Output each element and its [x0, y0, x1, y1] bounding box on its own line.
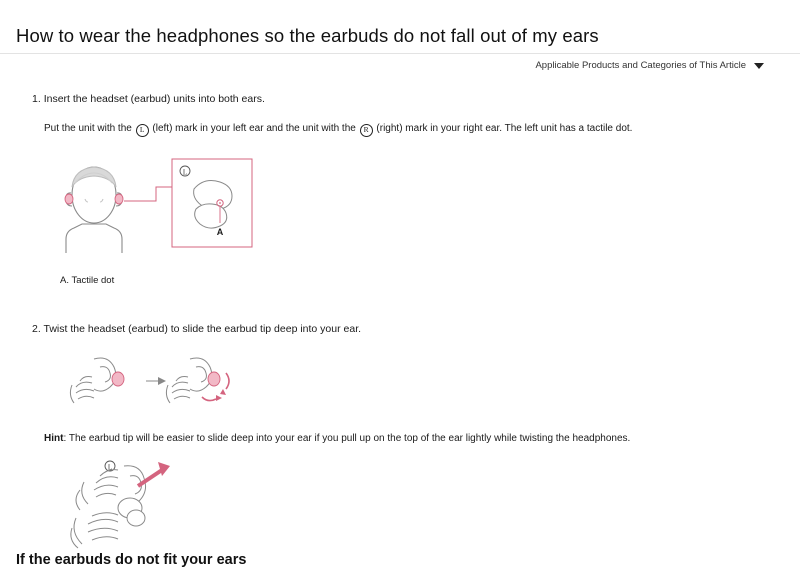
step-1-body-middle-1: (left) mark in your left ear and the unit with the — [152, 123, 356, 135]
left-mark-icon: L — [136, 124, 149, 137]
svg-text:L: L — [182, 168, 188, 177]
figure-1-caption: A. Tactile dot — [60, 275, 115, 287]
step-2-heading — [32, 322, 768, 337]
step-2-text: Twist the headset (earbud) to slide the earbud tip deep into your ear. — [43, 323, 362, 336]
applicable-products-label: Applicable Products and Categories of This Article — [535, 60, 746, 72]
figure-pull-up-ear — [50, 456, 250, 551]
step-1-number: 1. — [32, 93, 41, 106]
title-divider — [0, 53, 800, 54]
hint-text: : The earbud tip will be easier to slide deep into your ear if you pull up on the top of the ear lightly while twisting the headphones. — [63, 432, 631, 444]
page-title: How to wear the headphones so the earbuds do not fall out of my ears — [16, 25, 599, 47]
svg-text:A: A — [216, 227, 224, 238]
step-2 — [32, 322, 768, 551]
step-1-heading — [32, 92, 768, 107]
figure-insert-earbuds — [44, 153, 264, 263]
applicable-products-toggle[interactable] — [535, 60, 764, 71]
svg-text:L: L — [107, 463, 113, 472]
step-2-number: 2. — [32, 323, 41, 336]
step-2-hint — [44, 433, 768, 444]
document-page — [0, 12, 800, 582]
right-mark-icon: R — [360, 124, 373, 137]
figure-twist-earbud — [50, 351, 290, 411]
article-content — [32, 92, 768, 554]
hint-label: Hint — [44, 432, 64, 444]
step-1 — [32, 92, 768, 286]
section-heading-earbuds-fit: If the earbuds do not fit your ears — [16, 552, 247, 569]
step-1-body-middle-2: (right) mark in your right ear. The left unit has a tactile dot. — [376, 123, 633, 135]
step-1-body — [44, 121, 768, 137]
step-1-text: Insert the headset (earbud) units into both ears. — [43, 93, 265, 106]
step-1-body-prefix: Put the unit with the — [44, 123, 132, 135]
chevron-down-icon[interactable] — [754, 63, 764, 69]
